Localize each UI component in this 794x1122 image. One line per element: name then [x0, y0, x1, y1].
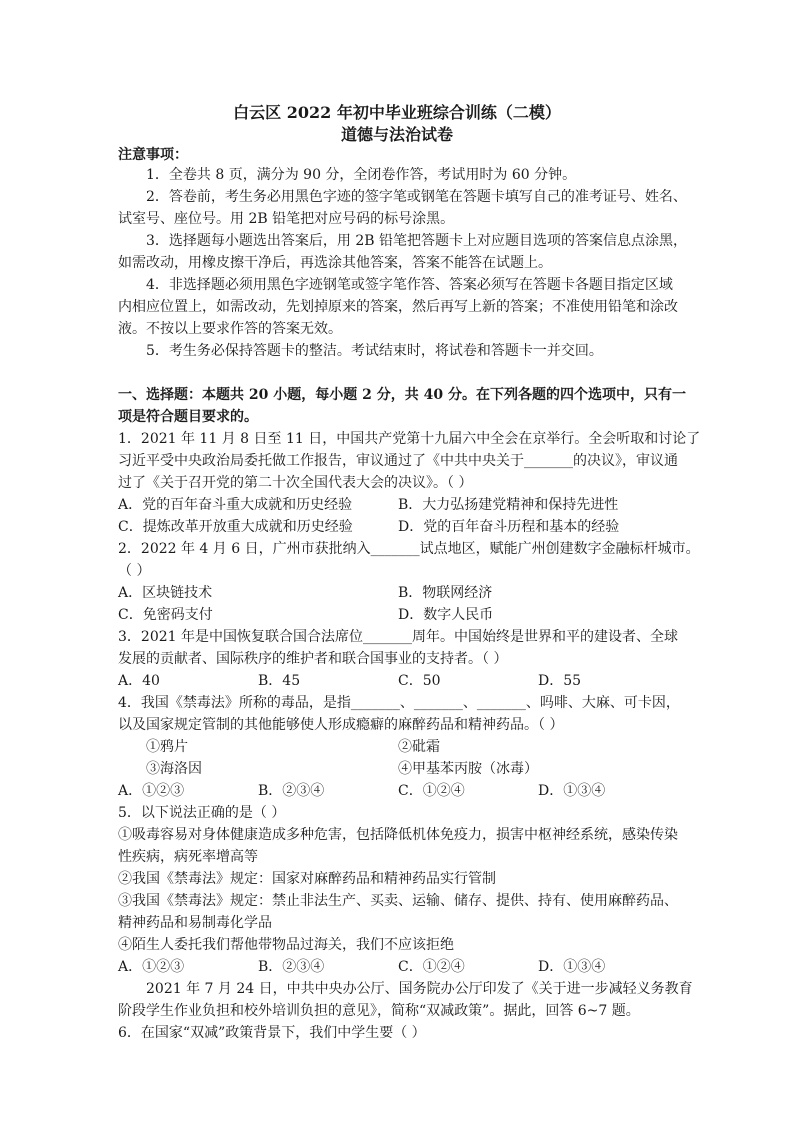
question-stem: 习近平受中央政治局委托做工作报告，审议通过了《中共中央关于_______的决议》，审议通 [118, 453, 678, 469]
list-item: ③海洛因 [146, 761, 202, 777]
exam-subtitle: 道德与法治试卷 [340, 125, 453, 144]
option-c: C．①②④ [398, 783, 465, 799]
option-a: A．①②③ [118, 959, 185, 975]
notice-heading: 注意事项： [118, 147, 188, 163]
option-a: A．40 [118, 673, 160, 689]
passage: 2021 年 7 月 24 日，中共中央办公厅、国务院办公厅印发了《关于进一步减轻义务教育 [146, 981, 693, 997]
section-heading: 项是符合题目要求的。 [118, 409, 258, 425]
option-a: A．区块链技术 [118, 585, 213, 601]
option-d: D．数字人民币 [398, 607, 494, 623]
list-item: ①吸毒容易对身体健康造成多种危害，包括降低机体免疫力，损害中枢神经系统，感染传染 [118, 827, 678, 843]
list-item: ④陌生人委托我们帮他带物品过海关，我们不应该拒绝 [118, 937, 454, 953]
option-d: D．党的百年奋斗历程和基本的经验 [398, 519, 620, 535]
question-stem: 6．在国家“双减”政策背景下，我们中学生要（ ） [118, 1025, 426, 1041]
option-b: B．②③④ [258, 783, 325, 799]
notice-item: 5．考生务必保持答题卡的整洁。考试结束时，将试卷和答题卡一并交回。 [146, 343, 603, 359]
notice-item: 内相应位置上，如需改动，先划掉原来的答案，然后再写上新的答案；不准使用铅笔和涂改 [118, 299, 678, 315]
question-stem: 4．我国《禁毒法》所称的毒品，是指_______、_______、_______、吗啡、大麻、可卡因， [118, 695, 680, 711]
notice-item: 2．答卷前，考生务必用黑色字迹的签字笔或钢笔在答题卡填写自己的准考证号、姓名、 [146, 189, 687, 205]
question-stem: 以及国家规定管制的其他能够使人形成瘾癖的麻醉药品和精神药品。（ ） [118, 717, 564, 733]
question-stem: 5．以下说法正确的是（ ） [118, 805, 286, 821]
list-item: ④甲基苯丙胺（冰毒） [398, 761, 538, 777]
option-c: C．免密码支付 [118, 607, 213, 623]
option-d: D．①③④ [538, 783, 606, 799]
list-item: ③我国《禁毒法》规定：禁止非法生产、买卖、运输、储存、提供、持有、使用麻醉药品、 [118, 893, 678, 909]
list-item: 精神药品和易制毒化学品 [118, 915, 272, 931]
question-stem: 发展的贡献者、国际秩序的维护者和联合国事业的支持者。（ ） [118, 651, 508, 667]
question-stem: （ ） [118, 563, 151, 579]
option-b: B．②③④ [258, 959, 325, 975]
question-stem: 3．2021 年是中国恢复联合国合法席位_______周年。中国始终是世界和平的建设者、全球 [118, 629, 678, 645]
section-heading: 一、选择题：本题共 20 小题，每小题 2 分，共 40 分。在下列各题的四个选项中，只有一 [118, 387, 686, 403]
option-c: C．①②④ [398, 959, 465, 975]
notice-item: 1．全卷共 8 页，满分为 90 分，全闭卷作答，考试用时为 60 分钟。 [146, 167, 577, 183]
option-d: D．55 [538, 673, 582, 689]
question-stem: 过了《关于召开党的第二十次全国代表大会的决议》。（ ） [118, 475, 473, 491]
notice-item: 试室号、座位号。用 2B 铅笔把对应号码的标号涂黑。 [118, 211, 455, 227]
option-b: B．物联网经济 [398, 585, 493, 601]
question-stem: 1．2021 年 11 月 8 日至 11 日，中国共产党第十九届六中全会在京举行。全会听取和讨论了 [118, 431, 701, 447]
list-item: ②砒霜 [398, 739, 440, 755]
option-d: D．①③④ [538, 959, 606, 975]
notice-item: 液。不按以上要求作答的答案无效。 [118, 321, 342, 337]
exam-title: 白云区 2022 年初中毕业班综合训练（二模） [233, 103, 561, 122]
option-b: B．大力弘扬建党精神和保持先进性 [398, 497, 619, 513]
list-item: 性疾病，病死率增高等 [118, 849, 258, 865]
notice-item: 3．选择题每小题选出答案后，用 2B 铅笔把答题卡上对应题目选项的答案信息点涂黑， [146, 233, 688, 249]
list-item: ②我国《禁毒法》规定：国家对麻醉药品和精神药品实行管制 [118, 871, 496, 887]
question-stem: 2．2022 年 4 月 6 日，广州市获批纳入_______试点地区，赋能广州创建数字金融标杆城市。 [118, 541, 700, 557]
option-c: C．50 [398, 673, 441, 689]
notice-item: 4．非选择题必须用黑色字迹钢笔或签字笔作答、答案必须写在答题卡各题目指定区域 [146, 277, 673, 293]
option-c: C．提炼改革开放重大成就和历史经验 [118, 519, 353, 535]
notice-item: 如需改动，用橡皮擦干净后，再选涂其他答案，答案不能答在试题上。 [118, 255, 552, 271]
passage: 阶段学生作业负担和校外培训负担的意见》，简称“双减政策”。据此，回答 6~7 题。 [118, 1003, 640, 1019]
option-b: B．45 [258, 673, 301, 689]
option-a: A．党的百年奋斗重大成就和历史经验 [118, 497, 353, 513]
list-item: ①鸦片 [146, 739, 188, 755]
option-a: A．①②③ [118, 783, 185, 799]
